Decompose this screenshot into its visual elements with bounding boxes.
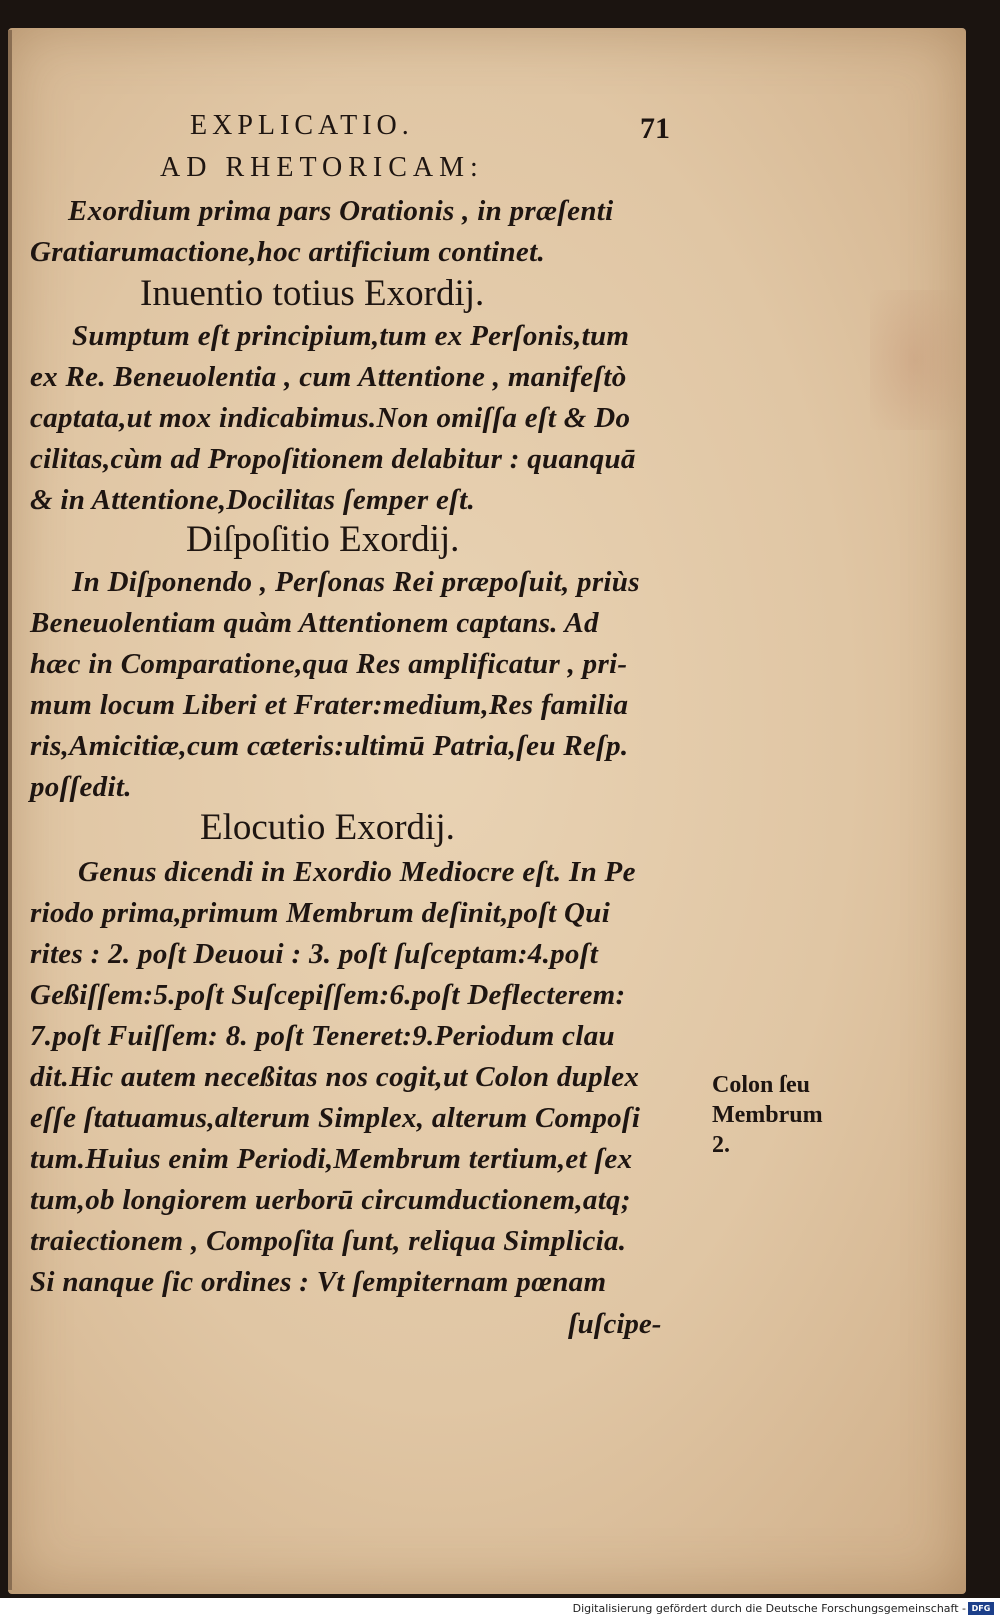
text-line: & in Attentione,Docilitas ſemper eſt. (30, 484, 475, 516)
text-line: captata,ut mox indicabimus.Non omiſſa eſt & Do (30, 402, 631, 434)
text-line: Genus dicendi in Exordio Mediocre eſt. In Pe (78, 856, 636, 888)
text-line: Sumptum eſt principium,tum ex Perſonis,tum (72, 320, 630, 352)
text-line: cilitas,cùm ad Propoſitionem delabitur : quanquā (30, 443, 636, 475)
text-line: hæc in Comparatione,qua Res amplificatur , pri- (30, 648, 628, 680)
text-line: traiectionem , Compoſita ſunt, reliqua Simplicia. (30, 1225, 627, 1257)
text-line: riodo prima,primum Membrum deſinit,poſt Qui (30, 897, 611, 929)
section-heading: Elocutio Exordij. (200, 807, 455, 848)
text-line: dit.Hic autem neceßitas nos cogit,ut Colon duplex (30, 1061, 640, 1093)
section-heading: Inuentio totius Exordij. (140, 273, 485, 314)
text-line: mum locum Liberi et Frater:medium,Res familia (30, 689, 629, 721)
text-line: tum.Huius enim Periodi,Membrum tertium,et ſex (30, 1143, 633, 1175)
text-line: eſſe ſtatuamus,alterum Simplex, alterum Compoſi (30, 1102, 641, 1134)
margin-note-line: Colon ſeu (712, 1072, 811, 1098)
text-line: ris,Amicitiæ,cum cæteris:ultimū Patria,ſeu Reſp. (30, 730, 629, 762)
section-heading: Diſpoſitio Exordij. (186, 519, 460, 560)
text-line: poſſedit. (30, 771, 132, 803)
page-number: 71 (640, 112, 670, 145)
running-head: EXPLICATIO. (190, 110, 414, 141)
text-line: Beneuolentiam quàm Attentionem captans. Ad (30, 607, 599, 639)
text-line: Exordium prima pars Orationis , in præſenti (68, 195, 614, 227)
text-line: Gratiarumactione,hoc artificium continet. (30, 236, 545, 268)
margin-note-line: 2. (712, 1132, 730, 1158)
text-line: 7.poſt Fuiſſem: 8. poſt Teneret:9.Periodum clau (30, 1020, 615, 1052)
funding-credit: Digitalisierung gefördert durch die Deutsche Forschungsgemeinschaft - (572, 1602, 966, 1615)
text-line: In Diſponendo , Perſonas Rei præpoſuit, priùs (72, 566, 640, 598)
subhead: AD RHETORICAM: (160, 152, 484, 183)
margin-note-line: Membrum (712, 1102, 823, 1128)
text-line: ex Re. Beneuolentia , cum Attentione , manifeſtò (30, 361, 627, 393)
text-line: Geßiſſem:5.poſt Suſcepiſſem:6.poſt Deflecterem: (30, 979, 626, 1011)
footer-bar (0, 1598, 1000, 1619)
catchword: ſuſcipe- (568, 1308, 662, 1340)
text-line: Si nanque ſic ordines : Vt ſempiternam pœnam (30, 1266, 607, 1298)
text-line: tum,ob longiorem uerborū circumductionem,atq; (30, 1184, 631, 1216)
text-line: rites : 2. poſt Deuoui : 3. poſt ſuſceptam:4.poſt (30, 938, 599, 970)
dfg-logo-icon: DFG (968, 1602, 994, 1615)
